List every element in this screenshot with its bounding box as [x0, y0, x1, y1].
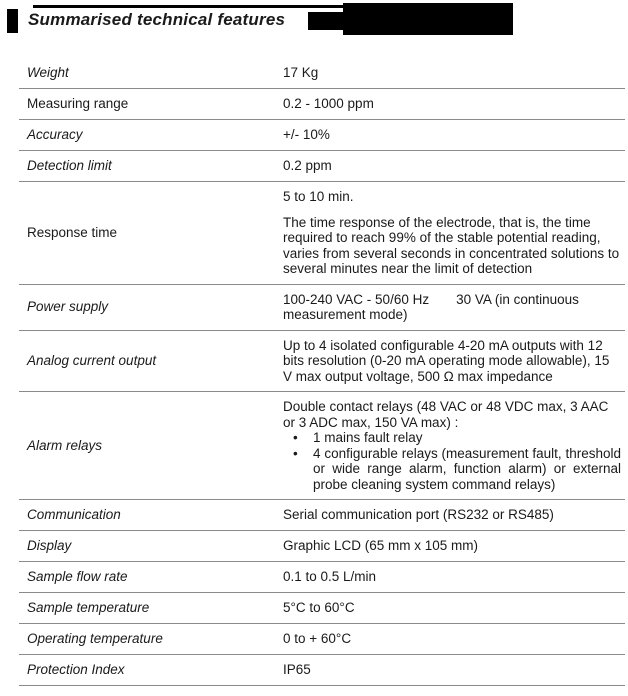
table-row	[19, 624, 625, 655]
table-row	[19, 392, 625, 500]
value-paragraph: The time response of the electrode, that is, the time required to reach 99% of the stable potential reading, varies from several seconds in concentrated solutions to several minutes near the limit of detection	[283, 214, 620, 276]
row-value: IP65	[283, 662, 311, 678]
table-row	[19, 593, 625, 624]
row-value	[283, 189, 625, 277]
row-label: Accuracy	[27, 127, 83, 143]
bullet-text: 1 mains fault relay	[313, 430, 423, 445]
bullet-list	[283, 430, 621, 492]
row-value	[283, 399, 625, 492]
row-label: Communication	[27, 507, 121, 523]
table-row	[19, 285, 625, 331]
row-label: Detection limit	[27, 158, 112, 174]
row-value: 5°C to 60°C	[283, 600, 355, 616]
row-value	[283, 292, 625, 323]
row-value: 17 Kg	[283, 65, 319, 81]
row-value: Up to 4 isolated configurable 4-20 mA outputs with 12 bits resolution (0-20 mA operating mode allowable), 15 V max output voltage, 500 Ω max impedance	[283, 337, 610, 384]
row-label: Sample temperature	[27, 600, 150, 616]
row-value: 0.1 to 0.5 L/min	[283, 569, 377, 585]
row-label: Protection Index	[27, 662, 125, 678]
table-row	[19, 331, 625, 393]
table-row	[19, 151, 625, 182]
row-value: Serial communication port (RS232 or RS485)	[283, 507, 554, 523]
table-row	[19, 89, 625, 120]
table-row	[19, 562, 625, 593]
row-label: Analog current output	[27, 353, 157, 368]
row-value: Graphic LCD (65 mm x 105 mm)	[283, 538, 479, 554]
value-intro: Double contact relays (48 VAC or 48 VDC max, 3 AAC or 3 ADC max, 150 VA max) :	[283, 399, 609, 430]
page-title: Summarised technical features	[28, 10, 286, 29]
table-row	[19, 182, 625, 285]
row-label: Alarm relays	[27, 437, 103, 453]
bullet-icon: •	[293, 430, 298, 445]
row-label: Power supply	[27, 299, 109, 315]
row-value: 0 to + 60°C	[283, 631, 352, 647]
bullet-item	[283, 430, 621, 446]
table-row	[19, 120, 625, 151]
title-banner	[0, 0, 628, 40]
row-value: 0.2 ppm	[283, 158, 332, 174]
row-label: Operating temperature	[27, 631, 163, 647]
table-row	[19, 655, 625, 686]
title-square-marker	[7, 9, 18, 33]
table-row	[19, 531, 625, 562]
row-label: Measuring range	[27, 96, 129, 112]
row-value: 0.2 - 1000 ppm	[283, 96, 374, 112]
table-row	[19, 58, 625, 89]
redaction-block	[343, 3, 513, 35]
row-label: Display	[27, 538, 72, 554]
row-value: +/- 10%	[283, 127, 330, 143]
table-row	[19, 500, 625, 531]
value-part: 30 VA (in continuous measurement mode)	[283, 291, 579, 322]
bullet-item	[283, 446, 621, 493]
bullet-icon: •	[293, 445, 298, 461]
row-label: Weight	[27, 65, 69, 81]
value-part: 100-240 VAC - 50/60 Hz	[283, 291, 430, 307]
features-table	[19, 58, 625, 686]
value-paragraph: 5 to 10 min.	[283, 189, 354, 204]
row-label: Sample flow rate	[27, 569, 128, 585]
bullet-text: 4 configurable relays (measurement fault, threshold or wide range alarm, function alarm) or external probe cleaning system command relays)	[313, 445, 621, 492]
row-label: Response time	[27, 225, 118, 240]
